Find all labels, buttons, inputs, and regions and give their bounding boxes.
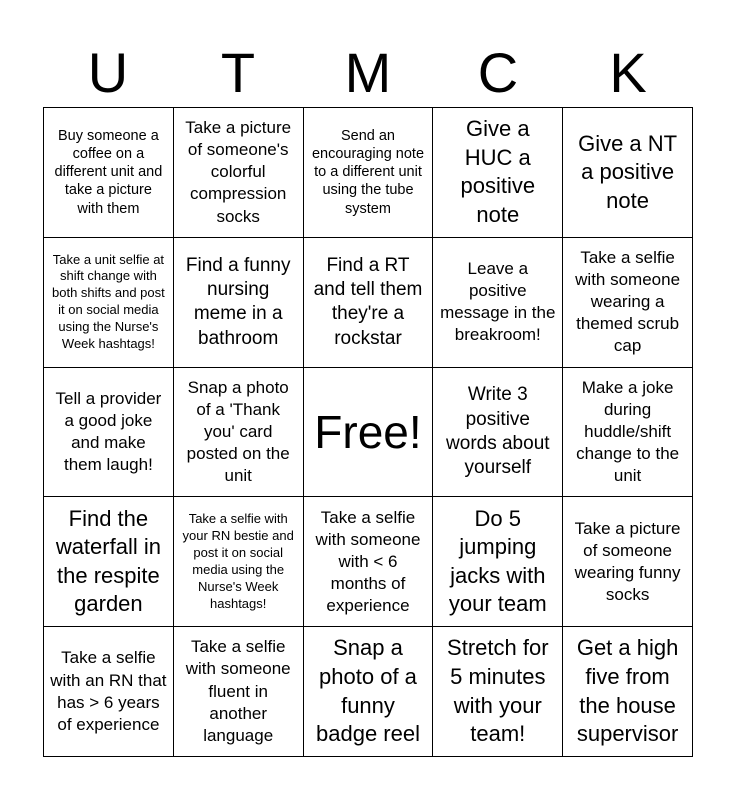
- header-letter-5: K: [609, 41, 647, 104]
- cell-text: Find the waterfall in the respite garden: [55, 505, 161, 617]
- bingo-cell-r2c5: [563, 238, 693, 368]
- cell-text: Snap a photo of a 'Thank you' card posted on the unit: [186, 377, 290, 486]
- cell-text: Give a NT a positive note: [578, 130, 678, 213]
- cell-text: Snap a photo of a funny badge reel: [316, 635, 420, 747]
- bingo-cell-r5c5: [563, 627, 693, 757]
- bingo-header: [43, 40, 693, 106]
- cell-text: Take a selfie with an RN that has > 6 years of experience: [50, 648, 167, 734]
- cell-text: Take a selfie with someone with < 6 months of experience: [315, 507, 421, 615]
- bingo-cell-r4c3: [304, 497, 434, 627]
- cell-text: Take a selfie with someone wearing a themed scrub cap: [575, 247, 681, 356]
- bingo-cell-r4c1: [44, 497, 174, 627]
- header-letter-1: U: [87, 41, 129, 104]
- bingo-cell-r4c5: [563, 497, 693, 627]
- bingo-cell-r5c2: [174, 627, 304, 757]
- cell-text: Find a RT and tell them they're a rockstar: [313, 254, 423, 349]
- cell-text: Take a picture of someone's colorful compression socks: [185, 118, 292, 226]
- cell-text: Buy someone a coffee on a different unit and take a picture with them: [54, 128, 163, 217]
- bingo-cell-r1c5: [563, 108, 693, 238]
- cell-text: Take a selfie with someone fluent in another language: [185, 637, 291, 745]
- bingo-cell-r1c1: [44, 108, 174, 238]
- cell-text: Send an encouraging note to a different unit using the tube system: [311, 128, 425, 217]
- cell-text: Find a funny nursing meme in a bathroom: [185, 254, 291, 349]
- bingo-board: [43, 107, 693, 757]
- bingo-cell-r2c3: [304, 238, 434, 368]
- bingo-cell-r5c3: [304, 627, 434, 757]
- cell-text: Stretch for 5 minutes with your team!: [447, 635, 549, 747]
- bingo-cell-r2c4: [433, 238, 563, 368]
- cell-text: Write 3 positive words about yourself: [446, 384, 550, 479]
- cell-text: Leave a positive message in the breakroom!: [440, 259, 556, 345]
- bingo-cell-r3c5: [563, 368, 693, 498]
- cell-text: Take a picture of someone wearing funny socks: [574, 518, 681, 604]
- cell-text: Give a HUC a positive note: [460, 116, 536, 227]
- cell-text: Take a unit selfie at shift change with both shifts and post it on social media using the Nurse's Week hashtags!: [52, 251, 165, 351]
- cell-text: Take a selfie with your RN bestie and post it on social media using the Nurse's Week hashtags!: [182, 511, 294, 611]
- bingo-cell-r2c1: [44, 238, 174, 368]
- bingo-cell-r5c4: [433, 627, 563, 757]
- bingo-cell-r1c2: [174, 108, 304, 238]
- free-space-text: Free!: [314, 405, 422, 458]
- header-letter-2: T: [220, 41, 256, 104]
- bingo-cell-r3c4: [433, 368, 563, 498]
- cell-text: Tell a provider a good joke and make them laugh!: [55, 388, 162, 475]
- cell-text: Do 5 jumping jacks with your team: [448, 505, 547, 617]
- bingo-cell-r3c1: [44, 368, 174, 498]
- header-letter-4: C: [477, 41, 519, 104]
- bingo-cell-r3c2: [174, 368, 304, 498]
- bingo-cell-r4c2: [174, 497, 304, 627]
- bingo-cell-free: [304, 368, 434, 498]
- cell-text: Make a joke during huddle/shift change to the unit: [576, 377, 680, 486]
- bingo-cell-r4c4: [433, 497, 563, 627]
- header-letter-3: M: [344, 41, 392, 104]
- bingo-cell-r1c4: [433, 108, 563, 238]
- bingo-cell-r5c1: [44, 627, 174, 757]
- bingo-cell-r1c3: [304, 108, 434, 238]
- bingo-cell-r2c2: [174, 238, 304, 368]
- cell-text: Get a high five from the house supervisor: [576, 635, 679, 747]
